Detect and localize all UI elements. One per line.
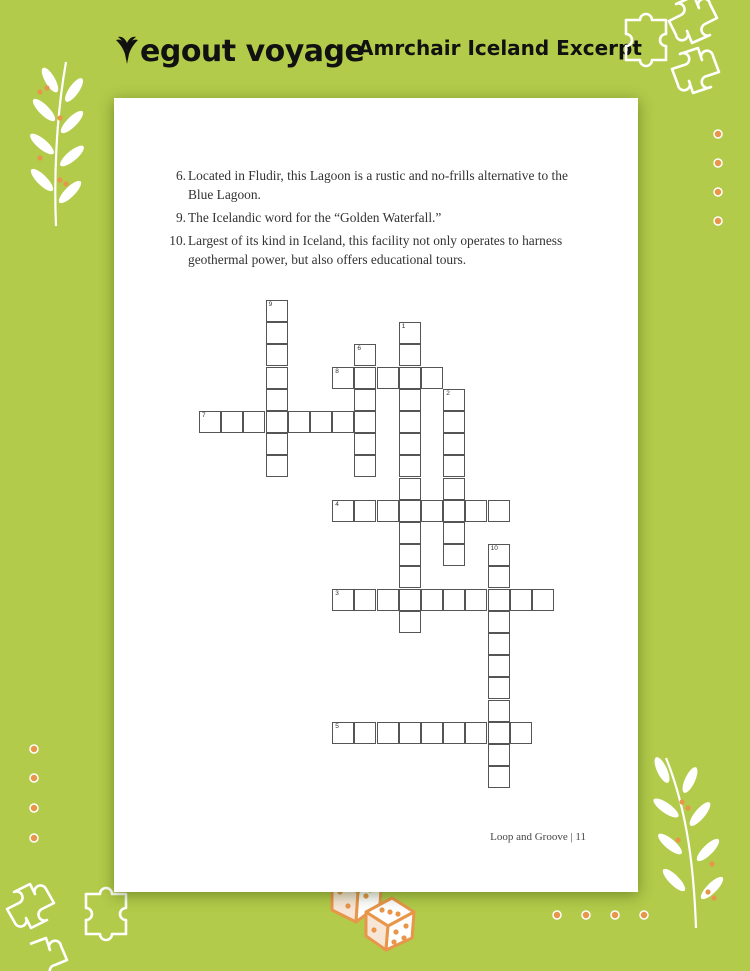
clue-start-number: 8 — [335, 367, 339, 375]
page-footer: Loop and Groove | 11 — [490, 831, 586, 843]
crossword-cell[interactable] — [488, 566, 510, 588]
crossword-cell[interactable] — [488, 700, 510, 722]
brand — [112, 28, 364, 74]
crossword-cell[interactable] — [488, 655, 510, 677]
crossword-cell[interactable] — [354, 433, 376, 455]
crossword-cell[interactable] — [443, 389, 465, 411]
crossword-cell[interactable] — [399, 389, 421, 411]
crossword-cell[interactable] — [399, 322, 421, 344]
crossword-cell[interactable] — [443, 522, 465, 544]
crossword-cell[interactable] — [421, 367, 443, 389]
leaf-branch-icon — [648, 752, 730, 932]
crossword-cell[interactable] — [288, 411, 310, 433]
crossword-cell[interactable] — [421, 589, 443, 611]
clue-text: Largest of its kind in Iceland, this facility not only operates to harness geothermal power, but also offers educational tours. — [188, 233, 563, 267]
crossword-cell[interactable] — [399, 367, 421, 389]
crossword-cell[interactable] — [332, 367, 354, 389]
crossword-cell[interactable] — [443, 589, 465, 611]
clue-start-number: 10 — [490, 545, 498, 553]
crossword-cell[interactable] — [266, 389, 288, 411]
clue-start-number: 7 — [202, 412, 206, 419]
crossword-cell[interactable] — [488, 544, 510, 566]
puzzle-piece-icon — [618, 0, 750, 96]
clue-start-number: 1 — [401, 323, 406, 331]
crossword-cell[interactable] — [399, 455, 421, 477]
crossword-cell[interactable] — [310, 411, 332, 433]
crossword-cell[interactable] — [399, 589, 421, 611]
crossword-cell[interactable] — [399, 722, 421, 744]
crossword-cell[interactable] — [465, 589, 487, 611]
clue-start-number: 3 — [335, 589, 339, 597]
crossword-cell[interactable] — [221, 411, 243, 433]
leaf-logo-icon — [112, 34, 142, 68]
crossword-cell[interactable] — [443, 411, 465, 433]
crossword-cell[interactable] — [488, 766, 510, 788]
crossword-cell[interactable] — [510, 722, 532, 744]
crossword-cell[interactable] — [266, 433, 288, 455]
crossword-cell[interactable] — [354, 500, 376, 522]
crossword-cell[interactable] — [399, 522, 421, 544]
crossword-cell[interactable] — [266, 322, 288, 344]
clue-text: The Icelandic word for the “Golden Waterfall.” — [188, 210, 442, 225]
crossword-cell[interactable] — [243, 411, 265, 433]
dot-ornament-icon — [548, 906, 654, 924]
crossword-cell[interactable] — [354, 411, 376, 433]
crossword-cell[interactable] — [399, 611, 421, 633]
clue-text: Located in Fludir, this Lagoon is a rustic and no-frills alternative to the Blue Lagoon. — [188, 168, 568, 202]
crossword-cell[interactable] — [465, 722, 487, 744]
puzzle-page — [114, 98, 638, 892]
crossword-cell[interactable] — [510, 589, 532, 611]
crossword-cell[interactable] — [488, 677, 510, 699]
crossword-cell[interactable] — [488, 744, 510, 766]
crossword-cell[interactable] — [399, 344, 421, 366]
crossword-cell[interactable] — [377, 367, 399, 389]
clue-start-number: 9 — [268, 301, 273, 308]
crossword-cell[interactable] — [377, 722, 399, 744]
clue-number: 9. — [175, 210, 186, 225]
crossword-cell[interactable] — [488, 500, 510, 522]
crossword-cell[interactable] — [332, 500, 354, 522]
crossword-cell[interactable] — [399, 433, 421, 455]
dot-ornament-icon — [26, 742, 42, 846]
crossword-cell[interactable] — [443, 455, 465, 477]
crossword-cell[interactable] — [443, 478, 465, 500]
brand-name: egout voyage — [140, 33, 365, 69]
crossword-cell[interactable] — [199, 411, 221, 433]
clue-start-number: 5 — [335, 722, 339, 730]
page-title: Amrchair Iceland Excerpt — [358, 36, 642, 60]
leaf-branch-icon — [20, 58, 90, 228]
crossword-cell[interactable] — [399, 478, 421, 500]
clue-start-number: 2 — [446, 389, 450, 397]
crossword-cell[interactable] — [443, 500, 465, 522]
crossword-cell[interactable] — [488, 589, 510, 611]
crossword-cell[interactable] — [399, 500, 421, 522]
crossword-cell[interactable] — [465, 500, 487, 522]
crossword-grid — [114, 98, 638, 892]
crossword-cell[interactable] — [443, 722, 465, 744]
clue-start-number: 4 — [335, 500, 339, 508]
crossword-cell[interactable] — [332, 411, 354, 433]
crossword-cell[interactable] — [488, 633, 510, 655]
clue-number: 6. — [175, 168, 186, 183]
crossword-cell[interactable] — [399, 566, 421, 588]
crossword-cell[interactable] — [421, 500, 443, 522]
crossword-cell[interactable] — [266, 344, 288, 366]
crossword-cell[interactable] — [443, 544, 465, 566]
crossword-cell[interactable] — [399, 411, 421, 433]
clue-number: 10. — [169, 233, 186, 248]
crossword-cell[interactable] — [266, 411, 288, 433]
crossword-cell[interactable] — [354, 344, 376, 366]
crossword-cell[interactable] — [377, 589, 399, 611]
dot-ornament-icon — [710, 126, 726, 230]
crossword-cell[interactable] — [488, 722, 510, 744]
crossword-cell[interactable] — [266, 367, 288, 389]
crossword-cell[interactable] — [266, 455, 288, 477]
crossword-cell[interactable] — [332, 589, 354, 611]
crossword-cell[interactable] — [488, 611, 510, 633]
clue-start-number: 6 — [357, 345, 362, 353]
crossword-cell[interactable] — [377, 500, 399, 522]
crossword-cell[interactable] — [399, 544, 421, 566]
crossword-cell[interactable] — [354, 589, 376, 611]
crossword-cell[interactable] — [421, 722, 443, 744]
crossword-cell[interactable] — [266, 300, 288, 322]
crossword-cell[interactable] — [354, 722, 376, 744]
crossword-cell[interactable] — [354, 455, 376, 477]
crossword-cell[interactable] — [354, 389, 376, 411]
crossword-cell[interactable] — [332, 722, 354, 744]
crossword-cell[interactable] — [443, 433, 465, 455]
crossword-cell[interactable] — [532, 589, 554, 611]
crossword-cell[interactable] — [354, 367, 376, 389]
